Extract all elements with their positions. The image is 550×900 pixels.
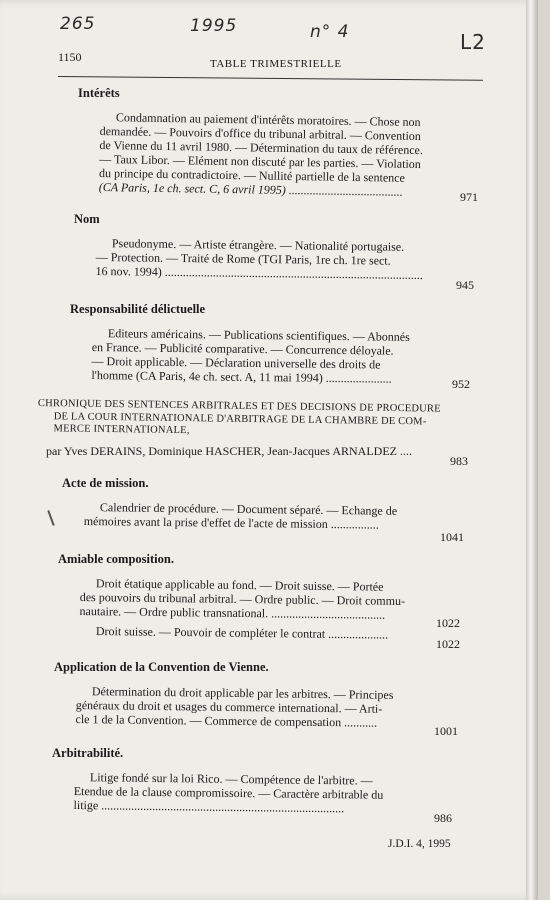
page-reference: 1022 — [436, 616, 460, 630]
section-heading: Application de la Convention de Vienne. — [54, 660, 269, 674]
entry-line: Litige fondé sur la loi Rico. — Compétence de l'arbitre. — — [89, 770, 373, 788]
section-heading: Arbitrabilité. — [52, 746, 124, 760]
page-number: 1150 — [58, 50, 82, 64]
section-heading: Nom — [74, 212, 100, 226]
entry-line: Condamnation au paiement d'intérêts moratoires. — Chose non — [115, 110, 421, 130]
index-entry — [75, 684, 393, 730]
handwritten-note: 1995 — [190, 16, 238, 36]
entry-line: — Taux Libor. — Elément non discuté par les parties. — Violation — [99, 151, 421, 172]
section-heading: Amiable composition. — [58, 552, 174, 566]
handwritten-note: L2 — [460, 30, 486, 54]
entry-line: Pseudonyme. — Artiste étrangère. — Nationalité portugaise. — [111, 236, 405, 254]
entry-line: Détermination du droit applicable par les arbitres. — Principes — [91, 684, 394, 702]
entry-line: l'homme (CA Paris, 4e ch. sect. A, 11 mai 1994) ...................... — [91, 367, 392, 386]
page-reference: 983 — [450, 454, 468, 468]
handwritten-note: 265 — [60, 14, 96, 34]
entry-line: cle 1 de la Convention. — Commerce de compensation ........... — [75, 711, 378, 730]
chronicle-line: CHRONIQUE DES SENTENCES ARBITRALES ET DES DECISIONS DE PROCEDURE — [37, 398, 441, 415]
entry-line: Droit suisse. — Pouvoir de compléter le contrat .................... — [95, 624, 389, 642]
entry-line: Droit étatique applicable au fond. — Droit suisse. — Portée — [95, 576, 384, 594]
margin-mark — [47, 510, 54, 526]
running-title: TABLE TRIMESTRIELLE — [210, 58, 342, 70]
entry-line: nautaire. — Ordre public transnational. ...................................... — [79, 603, 386, 622]
page-reference: 945 — [456, 278, 474, 292]
index-entry — [91, 326, 410, 386]
entry-line: mémoires avant la prise d'effet de l'acte de mission ................ — [83, 513, 379, 532]
entry-line: en France. — Publicité comparative. — Concurrence déloyale. — [91, 339, 394, 358]
entry-line: demandée. — Pouvoirs d'office du tribunal arbitral. — Convention — [99, 123, 421, 144]
chronicle-byline: par Yves DERAINS, Dominique HASCHER, Jean-Jacques ARNALDEZ .... — [46, 444, 412, 458]
page-reference: 952 — [452, 377, 470, 391]
page-reference: 986 — [434, 811, 452, 825]
entry-line: Etendue de la clause compromissoire. — Caractère arbitrable du — [73, 783, 384, 802]
chronicle-line: DE LA COUR INTERNATIONALE D'ARBITRAGE DE LA CHAMBRE DE COM- — [53, 410, 427, 427]
entry-line: généraux du droit et usages du commerce international. — Arti- — [75, 697, 383, 716]
entry-line: litige ................................................................................. — [73, 797, 345, 816]
chronicle-line: MERCE INTERNATIONALE, — [53, 423, 190, 437]
chronicle-title — [37, 398, 440, 441]
page-reference: 1001 — [434, 724, 458, 738]
entry-line: 16 nov. 1994) ...................................................................................... — [95, 263, 423, 282]
section-heading: Intérêts — [78, 86, 120, 100]
index-entry — [73, 770, 383, 816]
journal-footer: J.D.I. 4, 1995 — [388, 838, 451, 850]
entry-line: — Protection. — Traité de Rome (TGI Paris, 1re ch. 1re sect. — [95, 249, 391, 268]
index-entry — [96, 624, 388, 642]
index-entry — [84, 500, 398, 532]
entry-line: (CA Paris, 1e ch. sect. C, 6 avril 1995) ...................................... — [98, 179, 403, 199]
entry-line: des pouvoirs du tribunal arbitral. — Ordre public. — Droit commu- — [79, 589, 406, 608]
entry-line: — Droit applicable. — Déclaration universelle des droits de — [91, 353, 381, 372]
entry-line: Calendrier de procédure. — Document séparé. — Echange de — [99, 500, 398, 518]
page-reference: 1022 — [436, 637, 460, 651]
index-entry — [95, 236, 423, 282]
handwritten-note: n° 4 — [310, 22, 350, 42]
index-entry — [79, 576, 405, 622]
entry-line: Editeurs américains. — Publications scientifiques. — Abonnés — [107, 326, 410, 344]
page-reference: 1041 — [440, 530, 464, 544]
entry-line: de Vienne du 11 avril 1980. — Détermination du taux de référence. — [99, 137, 424, 158]
section-heading: Acte de mission. — [62, 476, 149, 490]
section-heading: Responsabilité délictuelle — [70, 302, 206, 316]
page-reference: 971 — [460, 190, 478, 204]
entry-line: du principe du contradictoire. — Nullité partielle de la sentence — [98, 165, 405, 185]
index-entry — [99, 110, 424, 199]
